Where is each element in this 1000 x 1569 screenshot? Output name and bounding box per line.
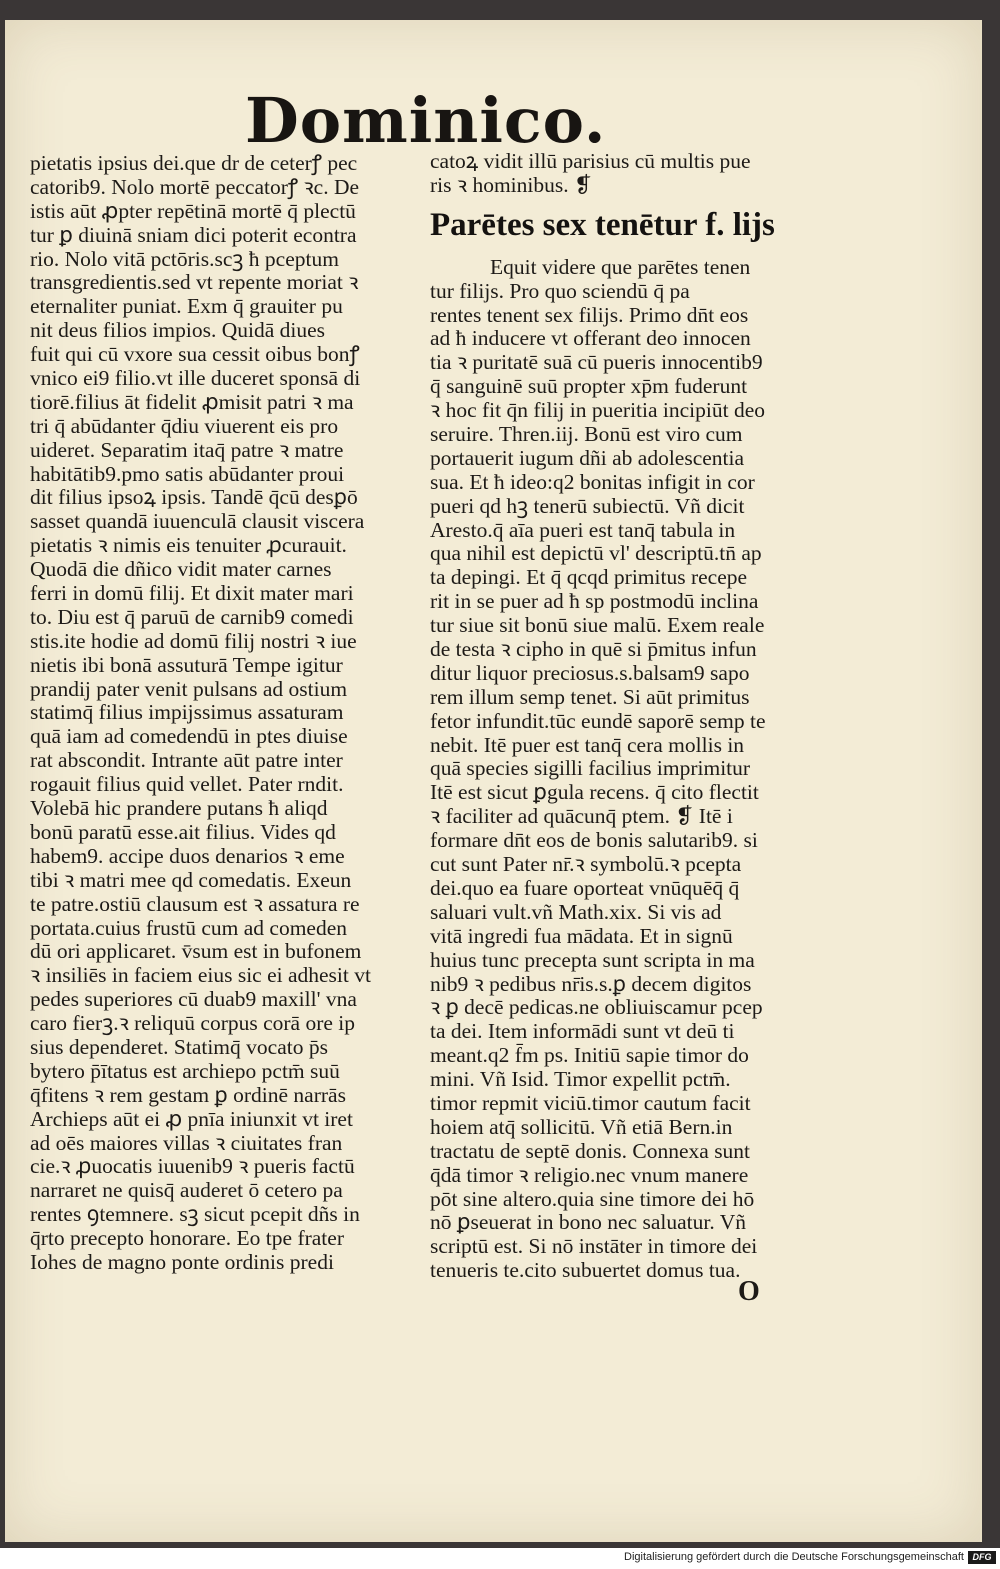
text-line: cut sunt Pater nr̄.ꝛ symbolū.ꝛ pcepta: [430, 852, 742, 877]
text-line: Quodā die dñico vidit mater carnes: [30, 557, 332, 582]
text-line: ꝛ hoc fit q̄n filij in pueritia incipiūt deo: [430, 398, 766, 423]
text-line: vitā ingredi fua mādata. Et in signū: [430, 923, 733, 948]
text-line: nō ꝑseuerat in bono nec saluatur. Vñ: [430, 1210, 746, 1235]
text-line: quā iam ad comedendū in ptes diuise: [30, 724, 348, 749]
text-line: stis.ite hodie ad domū filij nostri ꝛ iue: [30, 628, 357, 653]
text-line: ad oēs maiores villas ꝛ ciuitates fran: [30, 1130, 343, 1155]
text-line: pietatis ꝛ nimis eis tenuiter ꝓcurauit.: [30, 533, 347, 558]
text-line: statimq̄ filius impijssimus assaturam: [30, 700, 344, 725]
text-line: Aresto.q̄ aīa pueri est tanq̄ tabula in: [430, 517, 736, 542]
text-line: tri q̄ abūdanter q̄diu viuerent eis pro: [30, 413, 339, 438]
text-line: ditur liquor preciosus.s.balsam9 sapo: [430, 660, 750, 685]
text-line: dit filius ipsoꝝ ipsis. Tandē q̄cū desꝑō: [30, 485, 358, 510]
right-column-lines-top: [430, 150, 815, 198]
text-line: portata.cuius frustū cum ad comeden: [30, 915, 348, 940]
text-line: istis aūt ꝓpter repētinā mortē q̄ plectū: [30, 198, 356, 223]
text-line: dei.quo ea fuare oporteat vnūquēq̄ q̄: [430, 875, 740, 900]
text-line: nib9 ꝛ pedibus nr̄is.s.ꝑ decem digitos: [430, 971, 752, 996]
text-line: pōt sine altero.quia sine timore dei hō: [430, 1186, 755, 1211]
right-column: [430, 150, 815, 1283]
text-line: q̄dā timor ꝛ religio.nec vnum manere: [430, 1162, 749, 1187]
text-line: catorib9. Nolo mortē peccatorꝭ ꝛc. De: [30, 174, 360, 199]
text-line: tur ꝑ diuinā sniam dici poterit econtra: [30, 222, 357, 247]
text-line: tia ꝛ puritatē suā cū pueris innocentib9: [430, 350, 763, 375]
text-line: nietis ibi bonā assuturā Tempe igitur: [30, 652, 343, 677]
text-line: meant.q2 f̄m ps. Initiū sapie timor do: [430, 1043, 749, 1068]
text-line: ad ħ inducere vt offerant deo innocen: [430, 326, 751, 351]
text-line: narraret ne quisq̄ auderet ō cetero pa: [30, 1178, 343, 1203]
text-line: transgredientis.sed vt repente moriat ꝛ: [30, 270, 359, 295]
text-line: eternaliter puniat. Exm q̄ grauiter pu: [30, 294, 343, 319]
text-line: scriptū est. Si nō instāter in timore dei: [430, 1234, 758, 1259]
text-line: habem9. accipe duos denarios ꝛ eme: [30, 843, 345, 868]
text-line: nit deus filios impios. Quidā diues: [30, 318, 326, 343]
text-line: Itē est sicut ꝑgula recens. q̄ cito flectit: [430, 780, 759, 805]
text-line: prandij pater venit pulsans ad ostium: [30, 676, 348, 701]
text-line: hoiem atq̄ sollicitū. Vñ etiā Bern.in: [430, 1114, 733, 1139]
text-line: catoꝝ vidit illū parisius cū multis pue: [430, 149, 751, 173]
text-line: huius tunc precepta sunt scripta in ma: [430, 947, 755, 972]
text-line: cie.ꝛ ꝓuocatis iuuenib9 ꝛ pueris factū: [30, 1154, 355, 1179]
text-line: Equit videre que parētes tenen: [490, 254, 751, 279]
text-line: vnico ei9 filio.vt ille duceret sponsā di: [30, 366, 361, 391]
text-line: rem illum semp tenet. Si aūt primitus: [430, 684, 750, 709]
text-line: ta depingi. Et q̄ qcqd primitus recepe: [430, 565, 748, 590]
text-line: habitātib9.pmo satis abūdanter proui: [30, 461, 345, 486]
text-line: ta dei. Item informādi sunt vt deū ti: [430, 1019, 735, 1044]
text-line: pueri qd hꝫ tenerū subiectū. Vñ dicit: [430, 493, 745, 518]
text-line: sua. Et ħ ideo:q2 bonitas infigit in cor: [430, 469, 755, 494]
text-line: qua nihil est depictū vl' descriptū.tn̄ ap: [430, 541, 762, 566]
text-line: portauerit iugum dñi ab adolescentia: [430, 445, 745, 470]
text-line: to. Diu est q̄ paruū de carnib9 comedi: [30, 604, 354, 629]
text-line: tur filijs. Pro quo sciendū q̄ pa: [430, 278, 690, 303]
dfg-logo: DFG: [968, 1551, 996, 1564]
text-line: caro fierꝫ.ꝛ reliquū corpus corā ore ip: [30, 1011, 356, 1036]
text-line: quā species sigilli facilius imprimitur: [430, 756, 751, 781]
text-line: Iohes de magno ponte ordinis predi: [30, 1249, 334, 1274]
text-line: timor repmit viciū.timor cautum facit: [430, 1090, 751, 1115]
text-line: ferri in domū filij. Et dixit mater mari: [30, 581, 354, 606]
text-line: tractatu de septē donis. Connexa sunt: [430, 1138, 751, 1163]
text-line: rit in se puer ad ħ sp postmodū inclina: [430, 589, 759, 614]
text-line: saluari vult.vñ Math.xix. Si vis ad: [430, 899, 722, 924]
footer-credit: Digitalisierung gefördert durch die Deutsche Forschungsgemeinschaft: [624, 1551, 964, 1563]
text-line: Volebā hic prandere putans ħ aliqd: [30, 796, 328, 821]
section-heading: Parētes sex tenētur f. lijs: [430, 206, 775, 243]
text-line: q̄ sanguinē suū propter xp̄m fuderunt: [430, 374, 748, 399]
text-line: sasset quandā iuuenculā clausit viscera: [30, 509, 365, 534]
text-line: rentes ꝯtemnere. sꝫ sicut pcepit dñs in: [30, 1202, 360, 1227]
text-line: uideret. Separatim itaq̄ patre ꝛ matre: [30, 437, 344, 462]
text-line: nebit. Itē puer est tanq̄ cera mollis in: [430, 732, 745, 757]
text-line: bytero p̄ītatus est archiepo pctm̄ suū: [30, 1058, 340, 1083]
text-line: q̄rto precepto honorare. Eo tpe frater: [30, 1226, 344, 1251]
text-line: bonū paratū esse.ait filius. Vides qd: [30, 819, 336, 844]
text-line: tenueris te.cito subuertet domus tua.: [430, 1258, 741, 1283]
text-line: seruire. Thren.iij. Bonū est viro cum: [430, 422, 743, 447]
text-line: ꝛ insiliēs in faciem eius sic ei adhesit vt: [30, 963, 371, 988]
text-line: q̄fitens ꝛ rem gestam ꝑ ordinē narrās: [30, 1082, 346, 1107]
text-line: pedes superiores cū duab9 maxill' vna: [30, 987, 357, 1012]
text-line: tibi ꝛ matri mee qd comedatis. Exeun: [30, 867, 352, 892]
running-head: Dominico.: [245, 84, 607, 157]
text-line: ꝛ ꝑ decē pedicas.ne obliuiscamur pcep: [430, 995, 763, 1020]
text-line: rio. Nolo vitā pctōris.scꝫ ħ pceptum: [30, 246, 339, 271]
text-line: pietatis ipsius dei.que dr de ceterꝭ pec: [30, 151, 358, 175]
text-line: fetor infundit.tūc eundē saporē semp te: [430, 708, 766, 733]
text-line: dū ori applicaret. v̄sum est in bufonem: [30, 939, 362, 964]
text-line: sius dependeret. Statimq̄ vocato p̄s: [30, 1034, 328, 1059]
text-line: mini. Vñ Isid. Timor expellit pctm̄.: [430, 1067, 731, 1092]
text-line: rentes tenent sex filijs. Primo dn̄t eos: [430, 302, 749, 327]
text-line: rat abscondit. Intrante aūt patre inter: [30, 748, 343, 773]
text-line: rogauit filius quid vellet. Pater rndit.: [30, 772, 344, 797]
text-line: tiorē.filius āt fidelit ꝓmisit patri ꝛ ma: [30, 389, 354, 414]
catchword: O: [738, 1276, 760, 1307]
text-line: ris ꝛ hominibus. ❡: [430, 172, 592, 197]
text-line: Archieps aūt ei ꝓ pnīa iniunxit vt iret: [30, 1106, 353, 1131]
text-line: de testa ꝛ cipho in quē si p̄mitus infun: [430, 637, 757, 662]
right-column-lines-body: [430, 256, 815, 1283]
text-line: fuit qui cū vxore sua cessit oibus bonꝭ: [30, 342, 360, 367]
text-line: ꝛ faciliter ad quācunq̄ ptem. ❡ Itē i: [430, 804, 733, 829]
text-line: tur siue sit bonū siue malū. Exem reale: [430, 613, 765, 638]
text-line: te patre.ostiū clausum est ꝛ assatura re: [30, 891, 360, 916]
text-line: formare dn̄t eos de bonis salutarib9. si: [430, 828, 758, 853]
left-column: [30, 152, 422, 1275]
